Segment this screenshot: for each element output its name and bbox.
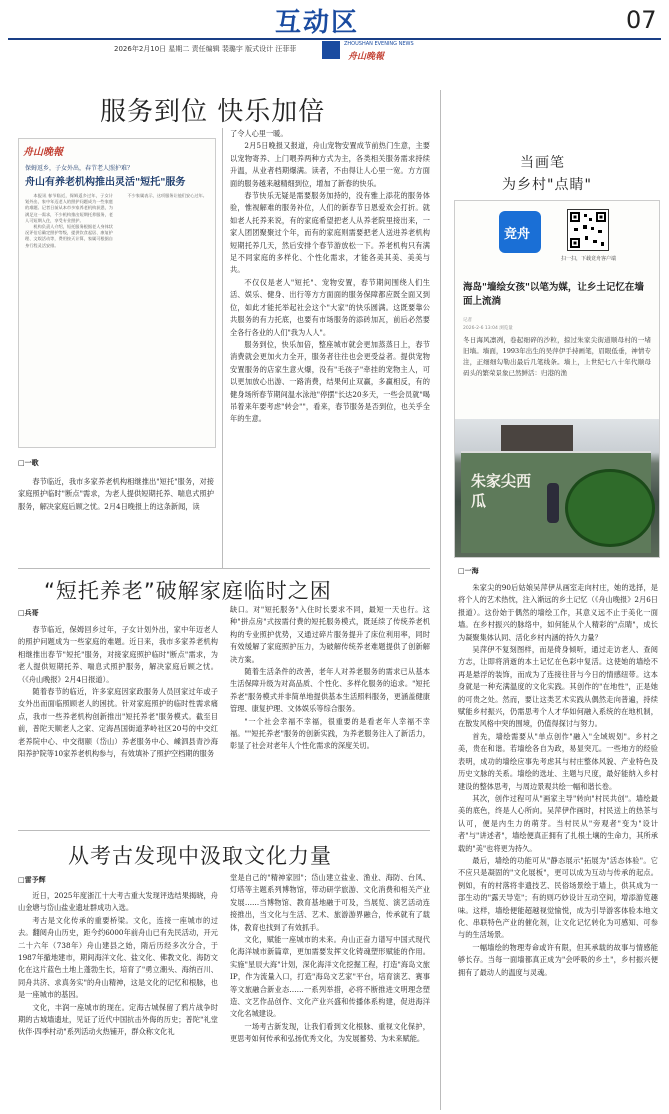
photo-mural-text: 朱家尖西瓜 <box>471 472 532 510</box>
clip-headline: 舟山有养老机构推出灵活"短托"服务 <box>25 177 186 188</box>
qr-code <box>567 209 609 251</box>
paper-en: ZHOUSHAN EVENING NEWS <box>344 41 414 47</box>
clip-logo: 舟山晚報 <box>23 147 63 158</box>
article3-author: □雷予辉 <box>18 876 46 884</box>
article4-clipping <box>454 200 660 558</box>
photo-person <box>547 483 559 523</box>
mural-photo <box>455 419 659 557</box>
qr-pattern-icon <box>568 210 608 250</box>
paragraph: 春节临近，我市多家养老机构相继推出"短托"服务，对接家庭照护临时"断点"需求，为老人提供短期托养、喘息式照护服务，解决家庭后顾之忧。2月4日晚报上的这条新闻，读 <box>18 477 214 511</box>
paragraph: 最后，墙绘的功能可从"静态展示"拓展为"活态体验"。它不应只是凝固的"文化展板"，更可以成为互动与传承的起点。例如，有的村落将非遗技艺、民俗场景绘于墙上，供其成为一部生动的"露天导览"；有的则巧妙设计互动空间，增添游览趣味。这样，墙绘便能超越视觉愉悦，成为引导游客体验本地文化、串联特色产业的催化剂，让文化记忆转化为可感知、可参与的生活场景。 <box>458 855 658 940</box>
article4-title-line2: 为乡村"点睛" <box>502 177 592 193</box>
article4-title-line1: 当画笔 <box>520 155 565 171</box>
article1-col2 <box>230 128 430 426</box>
clip-headline: 海岛"墙绘女孩"以笔为媒，让乡土记忆在墙面上流淌 <box>463 282 644 307</box>
paragraph: 文化，丰润一座城市的现在。定海古城保留了鸦片战争时期的古城墙遗址，见证了近代中国抗击外侮的历史；普陀"礼堂伙伴·四季村动"系列活动火热铺开，群众称文化礼 <box>18 1002 218 1037</box>
paragraph: 春节快乐无疑是需要服务加持的，没有雅上添花的服务体验，惟视解难的服务补位，人们的新春节日恩爱欢会打折。就如老人托养来说，有的家庭希望把老人从养老院里接出来，一家人团团聚聚过个年，而有的家庭则需要把老人送进养老机构短期托养几天，然后安排个春节游放松一下。养老机构只有满足不同家庭的多样化、个性化需求，才能各美其美、美美与共。 <box>230 191 430 275</box>
section-title: 互动区 <box>275 8 360 38</box>
clip-body: 冬日海风凛冽，卷起细碎的沙粒，掠过朱家尖街道顺母村的一堵旧墙。墙面，1993年出生的吴萍伊手持画笔，眉眼低垂，神情专注，正细细勾勒出最后几笔线条。墙上，上世纪七八十年代顺母码头的繁荣景象已然鲜活：归港的渔 <box>463 336 651 377</box>
article1-clipping <box>18 138 216 448</box>
article2-title: “短托养老”破解家庭临时之困 <box>44 579 332 603</box>
section-rule <box>18 830 430 831</box>
paragraph: 一场考古新发现，让我们看到文化根脉、重视文化保护，更思考如何传承和弘扬优秀文化，为发展蓄势、为未来赋能。 <box>230 1021 430 1044</box>
clip-text-right <box>119 193 209 199</box>
paper-logo-mark <box>322 41 340 59</box>
article3-title: 从考古发现中汲取文化力量 <box>68 844 332 868</box>
article1-author: □一歌 <box>18 459 39 467</box>
clip-author: 记者 <box>463 318 472 323</box>
paragraph: 吴萍伊不复刻图样，而是倚身倾听，通过走访老人、查阅方志，让即将消逝的本土记忆在色彩中复活。这使她的墙绘不再是悬浮的装饰，而成为了连接往昔与今日的情感纽带。这本身就是一种充满温度的文化实践。其创作的"在地性"，正是她的可贵之处。然而，要让这类艺术实践从偶然走向普遍，持续赋能乡村振兴，仍需思考个人才华如何融入系统的在地机制，在散发风格中突的围境，仍值得探讨与努力。 <box>458 645 658 729</box>
app-logo <box>499 211 541 253</box>
paragraph: 缺口。对"短托服务"入住时长要求不同，最短一天也行。这种"拼点房"式按需付费的短托服务模式，既延续了传统养老机构的专业照护优势，又通过碎片服务提升了床位利用率，同时有效缓解了家庭照护压力，为破解传统养老难题提供了创新解决方案。 <box>230 605 430 664</box>
paragraph: 2月5日晚报又报道，舟山宠物安置成节前热门生意，主要以宠物寄养、上门喂养两种方式为主，各类相关服务需求持续升温，从业者档期爆满。读者，不由得让人心里一宽。方方面面的服务越来越精细到位，增加了新春的快乐。 <box>230 141 430 188</box>
article4-author: □一海 <box>458 567 479 575</box>
masthead-meta: 2026年2月10日 星期二 责任编辑 裴璐宇 版式设计 汪菲菲 <box>114 45 297 53</box>
paragraph: 朱家尖的90后姑娘吴萍伊从画室走向村庄，她的选择，是将个人的艺术热忱，注入渐远的乡土记忆（《舟山晚报》2月6日报道）。这份始于偶然的墙绘工作，其意义远不止于美化一面墙。在乡村振兴的脉络中，如何能从个人精彩的"点睛"，成长为凝聚集体认同、活化乡村内涵的持久力量？ <box>458 583 658 642</box>
clip-para: 本报讯 春节临近，保姆返乡过年，子女计划外出，家中年迈老人的照护问题成为一些家庭的难题。记者日前从本市多家养老机构获悉，为满足这一需求，不少机构推出短期托养服务，老人可短期入住，享受专业照护。 <box>25 193 113 223</box>
paragraph: 近日，2025年度浙江十大考古重大发现评选结果揭晓，舟山金塘与岱山盐业遗址群成功入选。 <box>18 891 218 913</box>
section-rule <box>18 568 430 569</box>
paragraph: 其次，创作过程可从"画家主导"转向"村民共创"。墙绘最美的底色，终是人心所向。吴萍伊作画时，村民送上的热茶与认可，便是内生力的萌芽。当村民从"旁观者"变为"设计者"与"讲述者"，墙绘便真正拥有了扎根土壤的生命力，其所承载的"美"也将更为持久。 <box>458 793 658 853</box>
paragraph: 考古是文化传承的重要桥梁。文化，连接一座城市的过去。翻阅舟山历史，距今约6000年前舟山已有先民活动，开元二十六年（738年）舟山建县之始，隋后历经多次分合，于1987年撤地建市，期间海洋文化、盐文化、佛教文化、海防文化在这片蓝色土地上蓬勃生长，培育了"勇立潮头、海纳百川、同舟共济、求真务实"的舟山精神，这是文化的记忆和根脉，也是一座城市的基因。 <box>18 915 218 1000</box>
column-rule <box>440 90 441 1110</box>
article2-author: □兵哥 <box>18 609 39 617</box>
article3-col2 <box>230 872 430 1046</box>
paper-cn: 舟山晚報 <box>348 52 385 62</box>
paragraph: 了令人心里一暖。 <box>230 129 288 138</box>
paragraph: 不仅仅是老人"短托"、宠物安置，春节期间围绕人们生活、娱乐、健身、出行等方方面面的服务保障都应既全面又到位，如此才能托举起社会这个"大家"的快乐圆满。这既要靠公共服务的有力托底，也要有市场服务的添砖加瓦，前后必然要全各行各业的人们"我为人人"。 <box>230 277 430 337</box>
masthead-rule <box>8 38 661 40</box>
article2-col1 <box>18 624 218 760</box>
app-name: 竞舟 <box>504 227 531 242</box>
clip-para: 机构负责人介绍，短托服务根据老人身体状况评估后确定照护等级，提供饮食起居、康复护理、文娱活动等，费用按天计算，家属可根据自身行程灵活安排。 <box>25 224 113 248</box>
paragraph: "一个社会幸福不幸福，很重要的是看老年人幸福不幸福。""短托养老"服务的创新实践，为养老服务注入了新活力，彰显了社会对老年人个性化需求的深度关切。 <box>230 716 430 751</box>
article1-title: 服务到位 快乐加倍 <box>100 97 326 127</box>
paragraph: 随着生活条件的改善，老年人对养老服务的需求已从基本生活保障升级为对高品质、个性化、多样化服务的追求。"短托养老"服务模式并非简单地提供基本生活照料服务，更涵盖健康管理、康复护理、文体娱乐等综合服务。 <box>230 667 430 714</box>
article3-col1 <box>18 890 218 1039</box>
article2-col2 <box>230 604 430 753</box>
paragraph: 文化，赋能一座城市的未来。舟山正奋力谱写中国式现代化海洋城市新篇章，更加需要发挥文化铸魂塑形赋能的作用。实施"星辰大海"计划，深化海洋文化挖掘工程，打造"海岛文旅IP，作为流量入口，打造"海岛文艺家"平台，培育演艺、赛事等文旅融合新业态……一系列举措，必将不断推进文明理念塑造、文艺作品创作、文化产业兴盛和传播体系构建，促进海洋文化名城建设。 <box>230 935 430 1019</box>
page-number: 07 <box>626 6 657 34</box>
photo-house <box>501 425 573 451</box>
clip-date: 2026-2-6 13:04 浏览量 <box>463 326 513 331</box>
column-rule <box>222 128 223 568</box>
paragraph: 一幅墙绘的物理寿命或许有限，但其承载的故事与情感能够长存。当每一面墙都真正成为"会呼吸的乡土"，乡村振兴便拥有了最动人的温度与灵魂。 <box>458 942 658 977</box>
paragraph: 首先，墙绘需要从"单点创作"融入"全域规划"。乡村之美，贵在和谐。若墙绘各自为政，易显突兀。一些地方的经验表明，成功的墙绘应事先考虑其与村庄整体风貌、产业特色及历史文脉的关系。墙绘的选址、主题与尺度，最好能纳入乡村建设的整体思考，与周边景观共绘一幅和谐长卷。 <box>458 731 658 791</box>
paragraph: 堂是自己的"精神家园"；岱山建立盐业、渔业、海防、台风、灯塔等主题系列博物馆，带动研学旅游、文化消费和相关产业发展……当博物馆、教育基地融于可及，当展览、演艺活动连接推出，当文化与生活、艺术、旅游游界融合，传承就有了载体，教育也找到了有效抓手。 <box>230 873 430 932</box>
paragraph: 随着春节的临近，许多家庭因家政服务人员回家过年或子女外出而面临照顾老人的困扰。针对家庭照护的临时性需求痛点，我市一些养老机构创新推出"短托养老"服务模式。截至目前，普陀天顺老人之家、定海昌国街道茅岭社区20号的中交红老养院中心、中交彻颐（岱山）养老服务中心、嵊泗县青沙海阳养护院等10家养老机构参与，有效填补了照护空档期的服务 <box>18 687 218 759</box>
paragraph: 服务到位，快乐加倍，整座城市就会更加蒸蒸日上，春节消费就会更加火力全开，服务者往往也会更受益者。提供宠物安置服务的店家生意火爆，没有"毛孩子"牵挂的宠物主人，可以更加放心出游、一路消费，结果何止双赢，多赢相反，有的健身场所春节期间温水泳池"停摆"长达20多天，一些会员就"喝吊着来年要考虑"转会""，看来，春节服务是否到位，也关乎全年的生意。 <box>230 339 430 424</box>
clip-kicker: 保姆返乡，子女外出，春节老人照护难？ <box>25 165 134 172</box>
clip-text-left <box>25 193 113 249</box>
app-tagline: 扫一扫，下载竞舟客户端 <box>561 256 617 262</box>
photo-melon-icon <box>565 469 655 547</box>
article4-col <box>458 582 658 979</box>
paragraph: 春节临近，保姆回乡过年，子女计划外出，家中年迈老人的照护问题成为一些家庭的难题。近日来，我市多家养老机构相继推出春节"短托"服务，对接家庭照护临时"断点"需求，为老人提供短期托养、喘息式照护服务，解决家庭后顾之忧。（《舟山晚报》2月4日报道）。 <box>18 625 218 684</box>
article1-col1 <box>18 476 214 513</box>
clip-para: 不少家属表示，这项服务让他们安心过年。 <box>127 193 207 198</box>
